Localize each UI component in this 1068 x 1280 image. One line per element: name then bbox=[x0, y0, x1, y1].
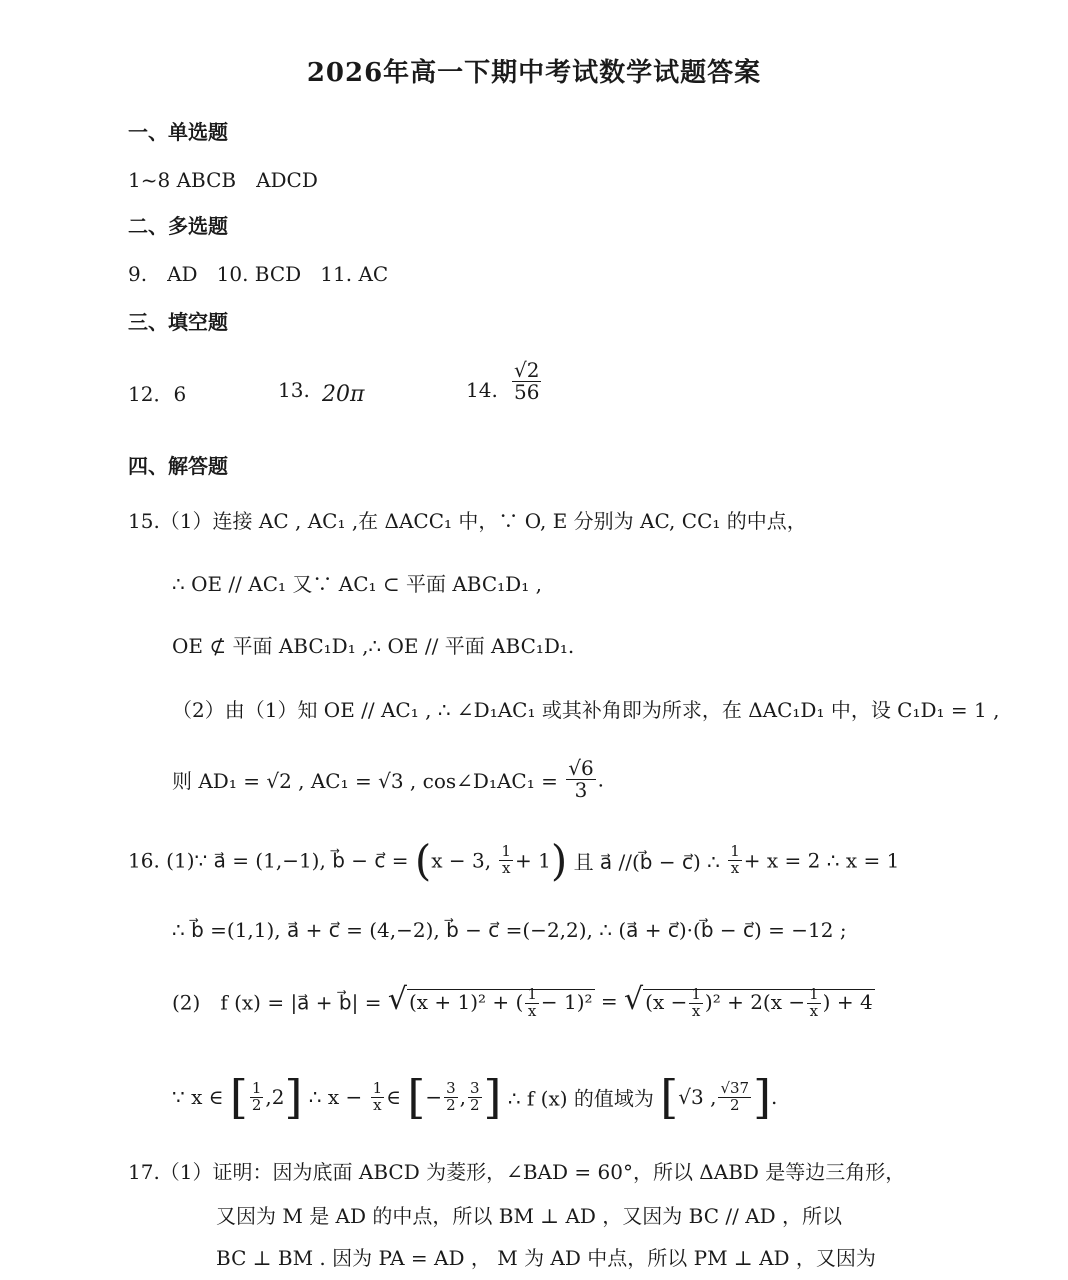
q16-plus-one: + 1 bbox=[514, 848, 551, 873]
section-heading-multi-choice: 二、多选题 bbox=[128, 214, 228, 238]
frac-den: 2 bbox=[251, 1095, 262, 1114]
q15-line-4: （2）由（1）知 OE // AC₁ , ∴ ∠D₁AC₁ 或其补角即为所求，在 ΔAC₁D₁ 中，设 C₁D₁ = 1 , bbox=[172, 698, 1000, 722]
q15-cos-numerator: √6 bbox=[568, 756, 594, 780]
frac-num: 3 bbox=[446, 1078, 456, 1097]
q16-range-text: ∴ f (x) 的值域为 bbox=[507, 1086, 654, 1111]
q17-line-2: 又因为 M 是 AD 的中点，所以 BM ⊥ AD ，又因为 BC // AD ，所以 bbox=[216, 1204, 843, 1228]
section-heading-solutions: 四、解答题 bbox=[128, 454, 228, 478]
q17-line-1: 17.（1）证明：因为底面 ABCD 为菱形，∠BAD = 60°，所以 ΔABD 是等边三角形， bbox=[128, 1160, 906, 1184]
q16-vector-x: x − 3, bbox=[431, 848, 492, 873]
answer-q10: 10. BCD bbox=[216, 262, 302, 286]
q16-line-3 bbox=[172, 982, 875, 1020]
q15-line-5-text: 则 AD₁ = √2 , AC₁ = √3 , cos∠D₁AC₁ = bbox=[172, 769, 558, 793]
sqrt-2-part-b: )² + 2(x − bbox=[704, 990, 806, 1014]
q16-domain: ∵ x ∈ bbox=[172, 1085, 224, 1109]
q15-line-5 bbox=[172, 758, 604, 801]
frac-num: 1 bbox=[691, 985, 701, 1004]
frac-den: x bbox=[691, 1002, 701, 1020]
q15-line-3: OE ⊄ 平面 ABC₁D₁ ,∴ OE // 平面 ABC₁D₁. bbox=[172, 634, 575, 658]
answer-q14-fraction bbox=[510, 360, 543, 403]
answer-q11: 11. AC bbox=[320, 262, 389, 286]
q16-therefore: ∴ x − bbox=[308, 1085, 363, 1109]
page-title: 2026年高一下期中考试数学试题答案 bbox=[306, 58, 762, 88]
answer-q9: 9. AD bbox=[128, 262, 198, 286]
sqrt-1-part-b: − 1)² bbox=[540, 990, 593, 1014]
multi-answers bbox=[128, 258, 388, 287]
close-bracket: ] bbox=[753, 1070, 772, 1124]
q16-parallel: 且 a⃗ //(b⃗ − c⃗) ∴ bbox=[573, 850, 720, 874]
open-paren: ( bbox=[414, 836, 432, 885]
sqrt-2-part-c: ) + 4 bbox=[822, 990, 873, 1014]
close-paren: ) bbox=[550, 836, 568, 885]
answer-q13-label: 13. bbox=[278, 378, 310, 402]
close-bracket: ] bbox=[284, 1070, 303, 1124]
frac-den: x bbox=[527, 1002, 537, 1020]
frac-num: √37 bbox=[720, 1078, 750, 1097]
minus: − bbox=[425, 1085, 443, 1109]
open-bracket: [ bbox=[407, 1070, 426, 1124]
q14-numerator: √2 bbox=[514, 358, 540, 382]
answer-q14-label: 14. bbox=[466, 378, 498, 402]
sqrt-2-part-a: (x − bbox=[645, 990, 688, 1014]
answer-q13-value: 20π bbox=[322, 382, 365, 407]
element-of: ∈ bbox=[386, 1085, 401, 1109]
q15-line-5-end: . bbox=[597, 767, 605, 792]
q16-solution-x: + x = 2 ∴ x = 1 bbox=[743, 848, 900, 873]
open-bracket: [ bbox=[229, 1070, 248, 1124]
q16-f-def: (2) f (x) = |a⃗ + b⃗| = bbox=[172, 990, 382, 1015]
frac-num: 1 bbox=[730, 842, 740, 861]
frac-den: 2 bbox=[446, 1095, 456, 1114]
frac-den: x bbox=[730, 859, 740, 877]
frac-num: 1 bbox=[501, 842, 511, 861]
sqrt-expr-2: √ (x − $\frac{1}{x}$ )² + 2(x − $\frac{1}{x}$ ) + 4 bbox=[624, 982, 873, 1020]
section-heading-single-choice: 一、单选题 bbox=[128, 120, 228, 144]
equals: = bbox=[600, 988, 618, 1013]
q15-line-1: 15.（1）连接 AC , AC₁ ,在 ΔACC₁ 中，∵ O, E 分别为 AC, CC₁ 的中点， bbox=[128, 509, 807, 533]
comma: , bbox=[459, 1085, 466, 1109]
interval-end: ,2 bbox=[265, 1085, 285, 1109]
q16-line-1-start: 16. (1)∵ a⃗ = (1,−1), b⃗ − c⃗ = bbox=[128, 848, 409, 873]
q15-line-2: ∴ OE // AC₁ 又∵ AC₁ ⊂ 平面 ABC₁D₁ , bbox=[172, 572, 542, 596]
frac-den: 2 bbox=[729, 1095, 740, 1114]
q14-denominator: 56 bbox=[514, 380, 540, 404]
frac-den: 2 bbox=[469, 1095, 480, 1114]
q16-line-1 bbox=[128, 836, 899, 885]
answer-q12: 12．6 bbox=[128, 382, 187, 406]
frac-den: x bbox=[501, 859, 511, 877]
sqrt-1-part-a: (x + 1)² + ( bbox=[408, 990, 524, 1014]
frac-num: 1 bbox=[372, 1078, 383, 1097]
frac-den: x bbox=[373, 1095, 382, 1114]
frac-den: x bbox=[809, 1002, 819, 1020]
mc-answers: 1~8 ABCB ADCD bbox=[128, 168, 318, 192]
section-heading-fill-blank: 三、填空题 bbox=[128, 310, 228, 334]
q16-line-2: ∴ b⃗ =(1,1), a⃗ + c⃗ = (4,−2), b⃗ − c⃗ =(−2,2), ∴ (a⃗ + c⃗)·(b⃗ − c⃗) = −12 ; bbox=[172, 918, 847, 942]
frac-num: 1 bbox=[809, 985, 819, 1004]
frac-num: 1 bbox=[527, 985, 537, 1004]
close-bracket: ] bbox=[483, 1070, 502, 1124]
q17-line-3: BC ⊥ BM . 因为 PA = AD ， M 为 AD 中点，所以 PM ⊥ AD ，又因为 bbox=[216, 1246, 876, 1270]
period: . bbox=[771, 1085, 778, 1109]
range-lower: √3 , bbox=[678, 1085, 717, 1109]
sqrt-expr-1: √ (x + 1)² + ( $\frac{1}{x}$ − 1)² bbox=[387, 982, 593, 1020]
q16-line-4 bbox=[172, 1070, 777, 1124]
frac-num: 1 bbox=[251, 1078, 262, 1097]
q15-cos-denominator: 3 bbox=[574, 778, 588, 802]
frac-num: 3 bbox=[469, 1078, 480, 1097]
open-bracket: [ bbox=[660, 1070, 679, 1124]
